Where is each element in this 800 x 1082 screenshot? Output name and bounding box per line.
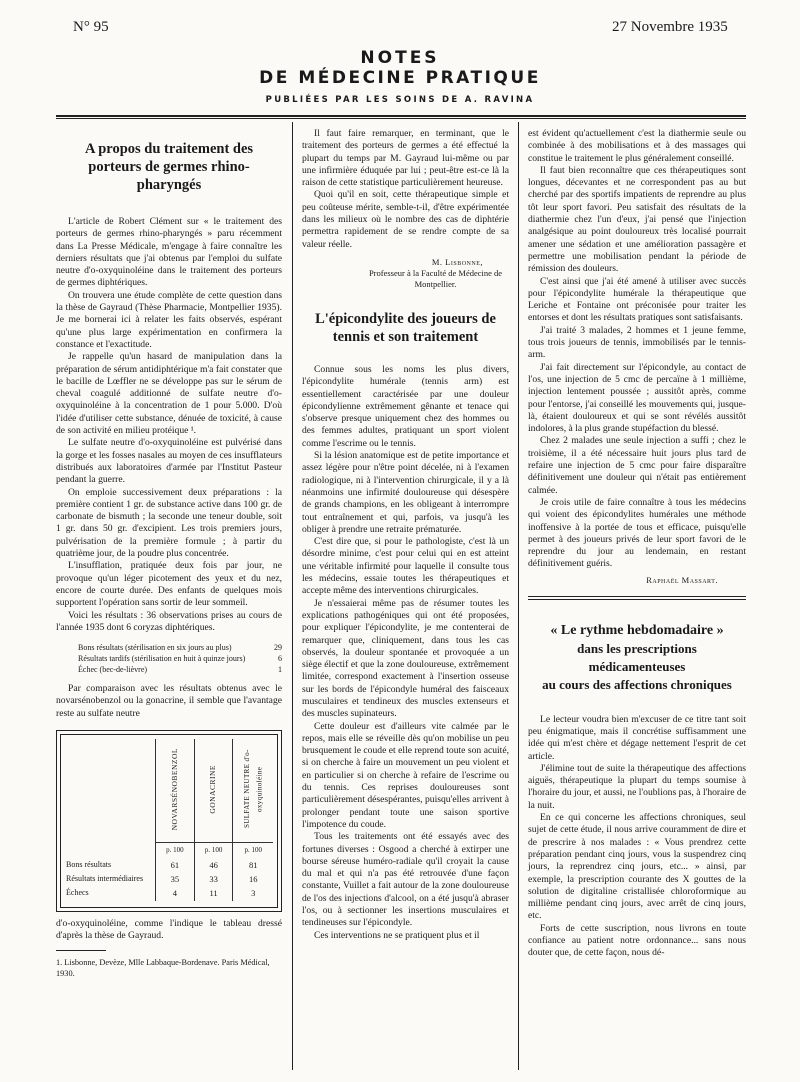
table-cell: 81 (233, 858, 273, 872)
article-title-line: dans les prescriptions médicamenteuses (577, 640, 697, 674)
table-row (65, 886, 273, 900)
paragraph: est évident qu'actuellement c'est la diathermie seule ou combinée à des mobilisations et à des massages qui constitue le traitement le plus généralement conseillé. (528, 128, 746, 164)
table-column-header (194, 739, 233, 843)
row-label: Bons résultats (66, 859, 112, 869)
paragraph: Chez 2 malades une seule injection a suffi ; chez le troisième, il a été nécessaire huit jours plus tard de refaire une injection de 5 cmc pour faire disparaître définitivement une douleur qui n'était pas entièrement calmée. (528, 435, 746, 496)
article-title-germes: A propos du traitement des porteurs de germes rhino-pharyngés (84, 141, 254, 193)
paragraph: Il faut bien reconnaître que ces thérapeutiques sont longues, décevantes et ne correspondent pas au but cherché par des sportifs impatients de reprendre au plus tôt leur sport favori. Peu satisfait des résultats de la diathermie chez l'un d'eux, j'ai pensé que l'injection analgésique au point douloureux très localisé pourrait amener une sédation et une amélioration passagère et permettre une mobilisation pendant la période de rémission des douleurs. (528, 164, 746, 275)
table-column-header (233, 739, 273, 843)
paragraph: Quoi qu'il en soit, cette thérapeutique simple et peu coûteuse mérite, semble-t-il, d'être expérimentée dans les milieux où le nombre des cas de diphtérie permettra rapidement de se rendre compte de sa valeur réelle. (302, 189, 509, 250)
table-cell: 46 (194, 858, 233, 872)
results-list-item (78, 664, 282, 675)
results-value: 1 (278, 665, 282, 675)
unit-label: p. 100 (233, 843, 273, 858)
results-list (78, 642, 282, 675)
journal-title-line2: DE MÉDECINE PRATIQUE (259, 68, 541, 88)
row-label: Échecs (66, 888, 89, 898)
header-rule-thin (56, 118, 746, 119)
table-row (65, 872, 273, 886)
column-header-label: GONACRINE (208, 764, 218, 814)
paragraph: J'ai traité 3 malades, 2 hommes et 1 jeune femme, tous trois joueurs de tennis, immobilisés par le tennis-arm. (528, 324, 746, 361)
author-signature (302, 257, 483, 268)
paragraph: Forts de cette suscription, nous livrons en toute confiance au patient notre ordonnance... sans nous douter que, de cette façon, nous dé- (528, 922, 746, 959)
column-2 (302, 128, 509, 942)
paragraph: C'est dire que, si pour le pathologiste, c'est là un désordre minime, c'est pour celui qui en est atteint une véritable infirmité pour laquelle il consulte tous les médecins, essaie toutes les thérapeutiques et accepte même des interventions chirurgicales. (302, 536, 509, 597)
table-column-header (156, 739, 195, 843)
article-separator-thin (528, 599, 746, 600)
paragraph: On emploie successivement deux préparations : la première contient 1 gr. de substance active dans 100 gr. de carbonate de bismuth ; la seconde une teneur double, soit 1 gr. dans 50 gr. d'excipient. Les trois premiers jours, pulvérisation de la première formule ; à partir du quatrième jour, de la poudre plus concentrée. (56, 486, 282, 560)
paragraph: J'ai fait directement sur l'épicondyle, au contact de l'os, une injection de 5 cmc de percaïne à 1 millième, injection lentement poussée ; aussitôt après, comme pour l'entorse, j'ai conseillé les mouvements qui, jusque-là, étaient douloureux et qui se sont révélés aussitôt indolores, à la plus grande stupéfaction du blessé. (528, 361, 746, 435)
table-cell: 4 (156, 886, 195, 900)
column-1 (56, 140, 282, 979)
table-cell: 61 (156, 858, 195, 872)
table-cell: 16 (233, 872, 273, 886)
row-label: Résultats intermédiaires (66, 874, 144, 884)
unit-label: p. 100 (156, 843, 195, 858)
paragraph: Voici les résultats : 36 observations prises au cours de l'année 1935 dont 6 coryzas diphtériques. (56, 609, 282, 633)
paragraph: Ces interventions ne se pratiquent plus et il (314, 929, 480, 941)
journal-subtitle: PUBLIÉES PAR LES SOINS DE A. RAVINA (265, 95, 535, 105)
paragraph: En ce qui concerne les affections chroniques, seul sujet de cette étude, il nous arrive couramment de dire et de prescrire à nos malades : « Vous prendrez cette préparation pendant cinq jours, vous la suspendrez cinq jours, la reprendrez cinq jours, etc... » ainsi, par exemple, la prescription courante des X gouttes de la solution de digitaline cristallisée chloroformique au millième pendant cinq jours, avec arrêt de cinq jours, etc. (528, 812, 746, 922)
article-title-line: « Le rythme hebdomadaire » (550, 622, 724, 638)
table-row (65, 858, 273, 872)
table-cell: 3 (233, 886, 273, 900)
footnote: 1. Lisbonne, Devèze, Mlle Labbaque-Bordenave. Paris Médical, 1930. (56, 958, 270, 979)
header-rule (56, 115, 746, 117)
article-title-line: au cours des affections chroniques (542, 676, 732, 692)
results-value: 29 (274, 643, 282, 653)
paragraph: Par comparaison avec les résultats obtenus avec le novarsénobenzol ou la gonacrine, il semble que l'avantage reste au sulfate neutre (56, 683, 282, 719)
column-divider-2 (518, 122, 519, 1070)
paragraph: J'élimine tout de suite la thérapeutique des affections aiguës, thérapeutique la plupart du temps soumise à l'horaire du jour, et aussi, ne l'oublions pas, à l'horaire de la nuit. (528, 762, 746, 811)
unit-label: p. 100 (194, 843, 233, 858)
issue-number: N° 95 (73, 19, 109, 35)
results-label: Bons résultats (stérilisation en six jours au plus) (78, 643, 232, 653)
paragraph: Connue sous les noms les plus divers, l'épicondylite humérale (tennis arm) est essentiellement caractérisée par une douleur épicondylienne extrêmement gênante et tenace qui s'observe presque uniquement chez des hommes ou des femmes adultes, pratiquant un sport violent comme l'escrime ou le tennis. (302, 363, 509, 449)
article-separator (528, 596, 746, 597)
results-table (56, 730, 282, 912)
paragraph: L'insufflation, pratiquée deux fois par jour, ne provoque qu'un léger picotement des yeux et du nez, encore de courte durée. Des enfants de quelques mois supportent l'opération sans sortir de leur sommeil. (56, 560, 282, 609)
paragraph: Je crois utile de faire connaître à tous les médecins qui voient des épicondylites humérales une méthode inoffensive à la portée de tous et efficace, puisqu'elle permet à des joueurs privés de leur sport favori de le reprendre du jour au lendemain, en restant définitivement guéris. (528, 496, 746, 570)
results-label: Résultats tardifs (stérilisation en huit à quinze jours) (78, 654, 246, 664)
column-divider-1 (292, 122, 293, 1070)
paragraph: Je n'essaierai même pas de résumer toutes les explications pathogéniques qui ont été proposées, pour expliquer l'épicondylite, je me contenterai de remarquer que, cliniquement, dans tous les cas observés, la douleur spontanée et provoquée a un siège électif et que la zone douloureuse, extrêmement limitée, correspond exactement à l'insertion osseuse sur les bords de l'épicondyle huméral des faisceaux musculaires et tendineux des muscles extenseurs et des muscles supinateurs. (302, 597, 509, 720)
author-name: M. Lisbonne, (431, 256, 483, 267)
results-value: 6 (278, 654, 282, 664)
article-title-rythme (528, 622, 746, 694)
paragraph: Si la lésion anatomique est de petite importance et assez légère pour n'être point décelée, ni à l'examen radiologique, ni à l'intervention chirurgicale, il y a là néanmoins une infirmité douloureuse qui désespère de grands champions, en les obligeant à interrompre tout entraînement et qui, parfois, va jusqu'à les obliger à prendre une retraite prématurée. (302, 450, 509, 535)
results-label: Échec (bec-de-lièvre) (78, 665, 148, 675)
issue-date: 27 Novembre 1935 (612, 19, 728, 35)
table-cell: 35 (156, 872, 195, 886)
paragraph: Le sulfate neutre d'o-oxyquinoléine est pulvérisé dans la gorge et les fosses nasales au moyen de ces insufflateurs distribués aux laboratoires d'armée par l'Institut Pasteur pendant la guerre. (56, 437, 282, 486)
paragraph: Cette douleur est d'ailleurs vite calmée par le repos, mais elle se réveille dès qu'on mobilise un peu brusquement le coude et elle reprend toute son acuité, si on cherche à faire un mouvement un peu violent et en particulier si on cherche à refaire de l'escrime ou du tennis. Ces reprises douloureuses sont particulièrement désespérantes, puisqu'elles arrivent à prolonger pendant toute une saison sportive l'impotence du coude. (302, 720, 509, 830)
author-name: Raphaël Massart. (646, 574, 718, 585)
journal-title-line1: NOTES (360, 48, 440, 68)
paragraph: On trouvera une étude complète de cette question dans la thèse de Gayraud (Thèse Pharmacie, Montpellier 1935). Je me bornerai ici à relater les faits observés, espérant qu'une plus large expérimentation en confirmera la constance et l'exactitude. (56, 289, 282, 350)
table-cell: 33 (194, 872, 233, 886)
column-header-label: NOVARSÉNOBENZOL (169, 747, 179, 831)
author-title: Professeur à la Faculté de Médecine de Montpellier. (368, 267, 503, 289)
paragraph: C'est ainsi que j'ai été amené à utiliser avec succès pour l'épicondylite humérale la thérapeutique que Leriche et Fontaine ont préconisée pour traiter les entorses et dont les résultats pratiques sont satisfaisants. (528, 275, 746, 324)
paragraph: Tous les traitements ont été essayés avec des fortunes diverses : Osgood a cherché à extirper une bourse séreuse huméro-radiale qu'il croyait la cause du mal et qui n'a pas été retrouvée d'une façon constante, Vuillet a fait autour de la zone douloureuse de l'os des injections d'alcool, on a été jusqu'à abraser l'os, ou à sectionner les insertions musculaires et tendineuses sur l'épicondyle. (302, 831, 509, 929)
column-header-label: SULFATE NEUTRE d'o-oxyquinoléine (242, 749, 264, 829)
paragraph: Il faut faire remarquer, en terminant, que le traitement des porteurs de germes a été effectué la plupart du temps par M. Gayraud lui-même ou par une infirmière éduquée par lui ; peut-être est-ce là la raison de cette statistique particulièrement heureuse. (302, 128, 509, 189)
paragraph: L'article de Robert Clément sur « le traitement des porteurs de germes rhino-pharyngés » paru récemment dans La Presse Médicale, m'engage à faire connaître les derniers résultats que j'ai obtenus par l'emploi du sulfate neutre d'o-oxyquinoléine dans le traitement des porteurs de germes diphtériques. (56, 216, 282, 289)
footnote-rule (56, 950, 106, 951)
article-title-epicondylite: L'épicondylite des joueurs de tennis et son traitement (315, 310, 496, 345)
author-signature (528, 575, 718, 586)
results-list-item (78, 642, 282, 653)
paragraph: Le lecteur voudra bien m'excuser de ce titre tant soit peu énigmatique, mais il concrétise suffisamment une idée qui m'est chère et dégage nettement l'esprit de cet article. (528, 713, 746, 762)
results-list-item (78, 653, 282, 664)
paragraph: d'o-oxyquinoléine, comme l'indique le tableau dressé d'après la thèse de Gayraud. (56, 917, 282, 941)
table-cell: 11 (194, 886, 233, 900)
paragraph: Je rappelle qu'un hasard de manipulation dans la préparation de sérum antidiphtérique m'a fait constater que le bacille de Lœffler ne se développe pas sur le sérum de cheval coagulé additionné de sulfate neutre d'o-oxyquinoléine à la concentration de 1 pour 5.000. D'où l'idée d'utiliser cette substance, dénuée de toxicité, à cause de son activité en milieu protéique ¹. (56, 351, 282, 437)
column-3 (528, 128, 746, 960)
